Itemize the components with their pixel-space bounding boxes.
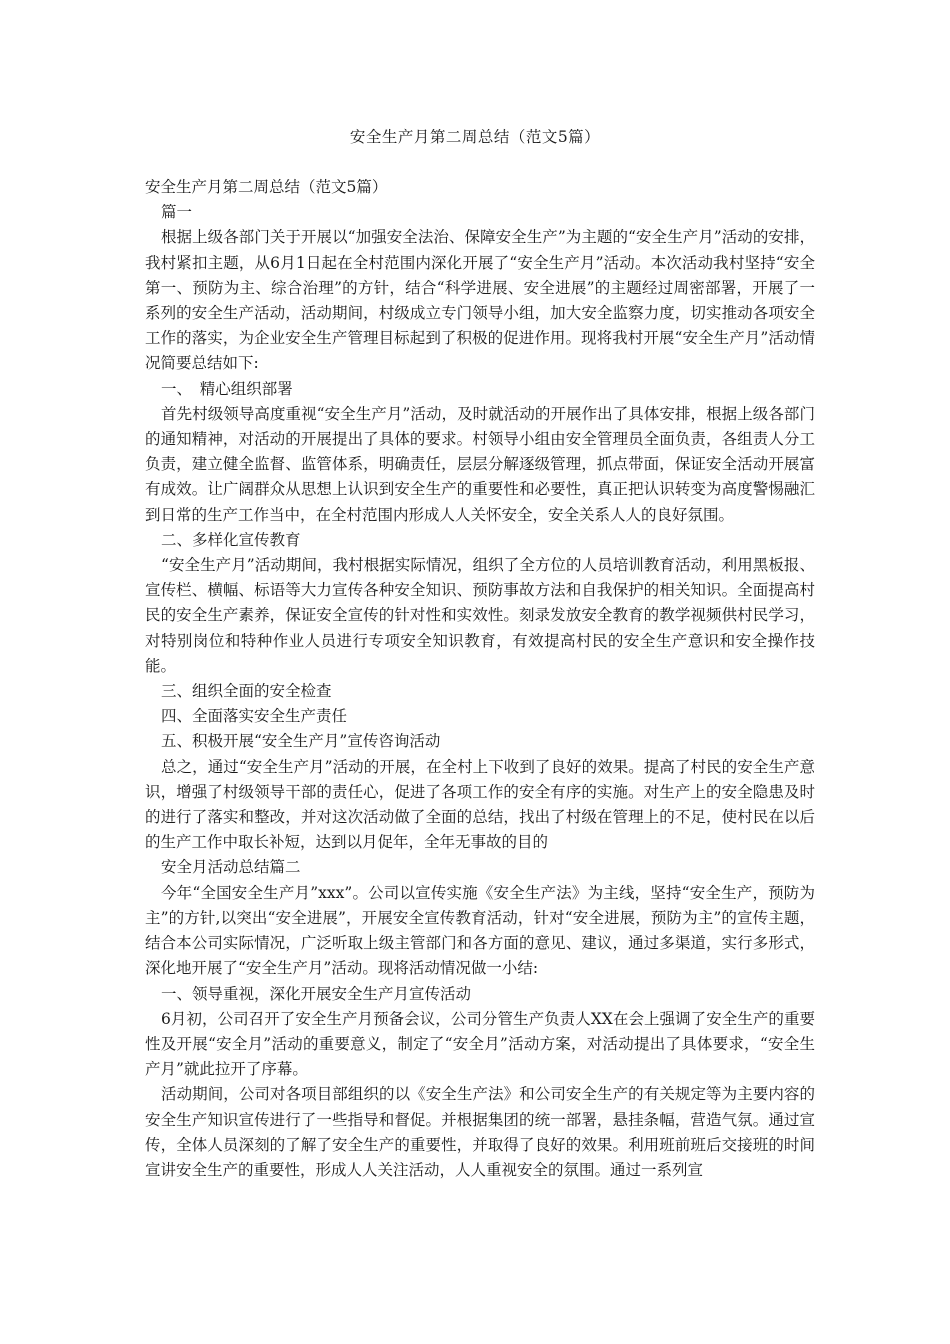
paragraph: 三、组织全面的安全检查: [161, 682, 332, 701]
paragraph: 总之，通过“安全生产月”活动的开展，在全村上下收到了良好的效果。提高了村民的安全生产意识，增强了村级领导干部的责任心，促进了各项工作的安全有序的实施。对生产上的安全隐患及时的进行了落实和整改，并对这次活动做了全面的总结，找出了村级在管理上的不足，使村民在以后的生产工作中取长补短，达到以月促年，全年无事故的目的: [145, 757, 815, 852]
paragraph: 活动期间，公司对各项目部组织的以《安全生产法》和公司安全生产的有关规定等为主要内容的安全生产知识宣传进行了一些指导和督促。并根据集团的统一部署，悬挂条幅，营造气氛。通过宣传，全体人员深刻的了解了安全生产的重要性，并取得了良好的效果。利用班前班后交接班的时间宣讲安全生产的重要性，形成人人关注活动，人人重视安全的氛围。通过一系列宣: [145, 1085, 815, 1179]
paragraph: 安全生产月第二周总结（范文5篇）: [145, 178, 388, 196]
paragraph: 根据上级各部门关于开展以“加强安全法治、保障安全生产”为主题的“安全生产月”活动的安排，我村紧扣主题，从6月1日起在全村范围内深化开展了“安全生产月”活动。本次活动我村坚持“安全第一、预防为主、综合治理”的方针，结合“科学进展、安全进展”的主题经过周密部署，开展了一系列的安全生产活动，活动期间，村级成立专门领导小组，加大安全监察力度，切实推动各项安全工作的落实，为企业安全生产管理目标起到了积极的促进作用。现将我村开展“安全生产月”活动情况简要总结如下:: [145, 228, 815, 373]
paragraph: 篇一: [161, 203, 193, 222]
paragraph: 首先村级领导高度重视“安全生产月”活动，及时就活动的开展作出了具体安排，根据上级各部门的通知精神，对活动的开展提出了具体的要求。村领导小组由安全管理员全面负责，各组责人分工负责，建立健全监督、监管体系，明确责任，层层分解逐级管理，抓点带面，保证安全活动开展富有成效。让广阔群众从思想上认识到安全生产的重要性和必要性，真正把认识转变为高度警惕融汇到日常的生产工作当中，在全村范围内形成人人关怀安全，安全关系人人的良好氛围。: [145, 404, 815, 524]
paragraph: 6月初，公司召开了安全生产月预备会议，公司分管生产负责人XX在会上强调了安全生产的重要性及开展“安全月”活动的重要意义，制定了“安全月”活动方案，对活动提出了具体要求，“安全生产月”就此拉开了序幕。: [145, 1009, 815, 1079]
document-body: [145, 175, 815, 1183]
paragraph: 二、多样化宣传教育: [161, 530, 301, 549]
paragraph: 今年“全国安全生产月”xxx”。公司以宣传实施《安全生产法》为主线，坚持“安全生产，预防为主”的方针,以突出“安全进展”，开展安全宣传教育活动，针对“安全进展，预防为主”的宣传主题，结合本公司实际情况，广泛听取上级主管部门和各方面的意见、建议，通过多渠道，实行多形式，深化地开展了“安全生产月”活动。现将活动情况做一小结:: [145, 883, 815, 978]
paragraph: 一、领导重视，深化开展安全生产月宣传活动: [161, 984, 472, 1003]
paragraph: 五、积极开展“安全生产月”宣传咨询活动: [161, 732, 441, 751]
paragraph: 一、 精心组织部署: [161, 379, 293, 398]
paragraph: “安全生产月”活动期间，我村根据实际情况，组织了全方位的人员培训教育活动，利用黑板报、宣传栏、横幅、标语等大力宣传各种安全知识、预防事故方法和自我保护的相关知识。全面提高村民的安全生产素养，保证安全宣传的针对性和实效性。刻录发放安全教育的教学视频供村民学习，对特别岗位和特种作业人员进行专项安全知识教育，有效提高村民的安全生产意识和安全操作技能。: [145, 556, 815, 675]
paragraph: 四、全面落实安全生产责任: [161, 707, 348, 726]
paragraph: 安全月活动总结篇二: [161, 858, 301, 877]
document-title: 安全生产月第二周总结（范文5篇）: [349, 128, 601, 146]
